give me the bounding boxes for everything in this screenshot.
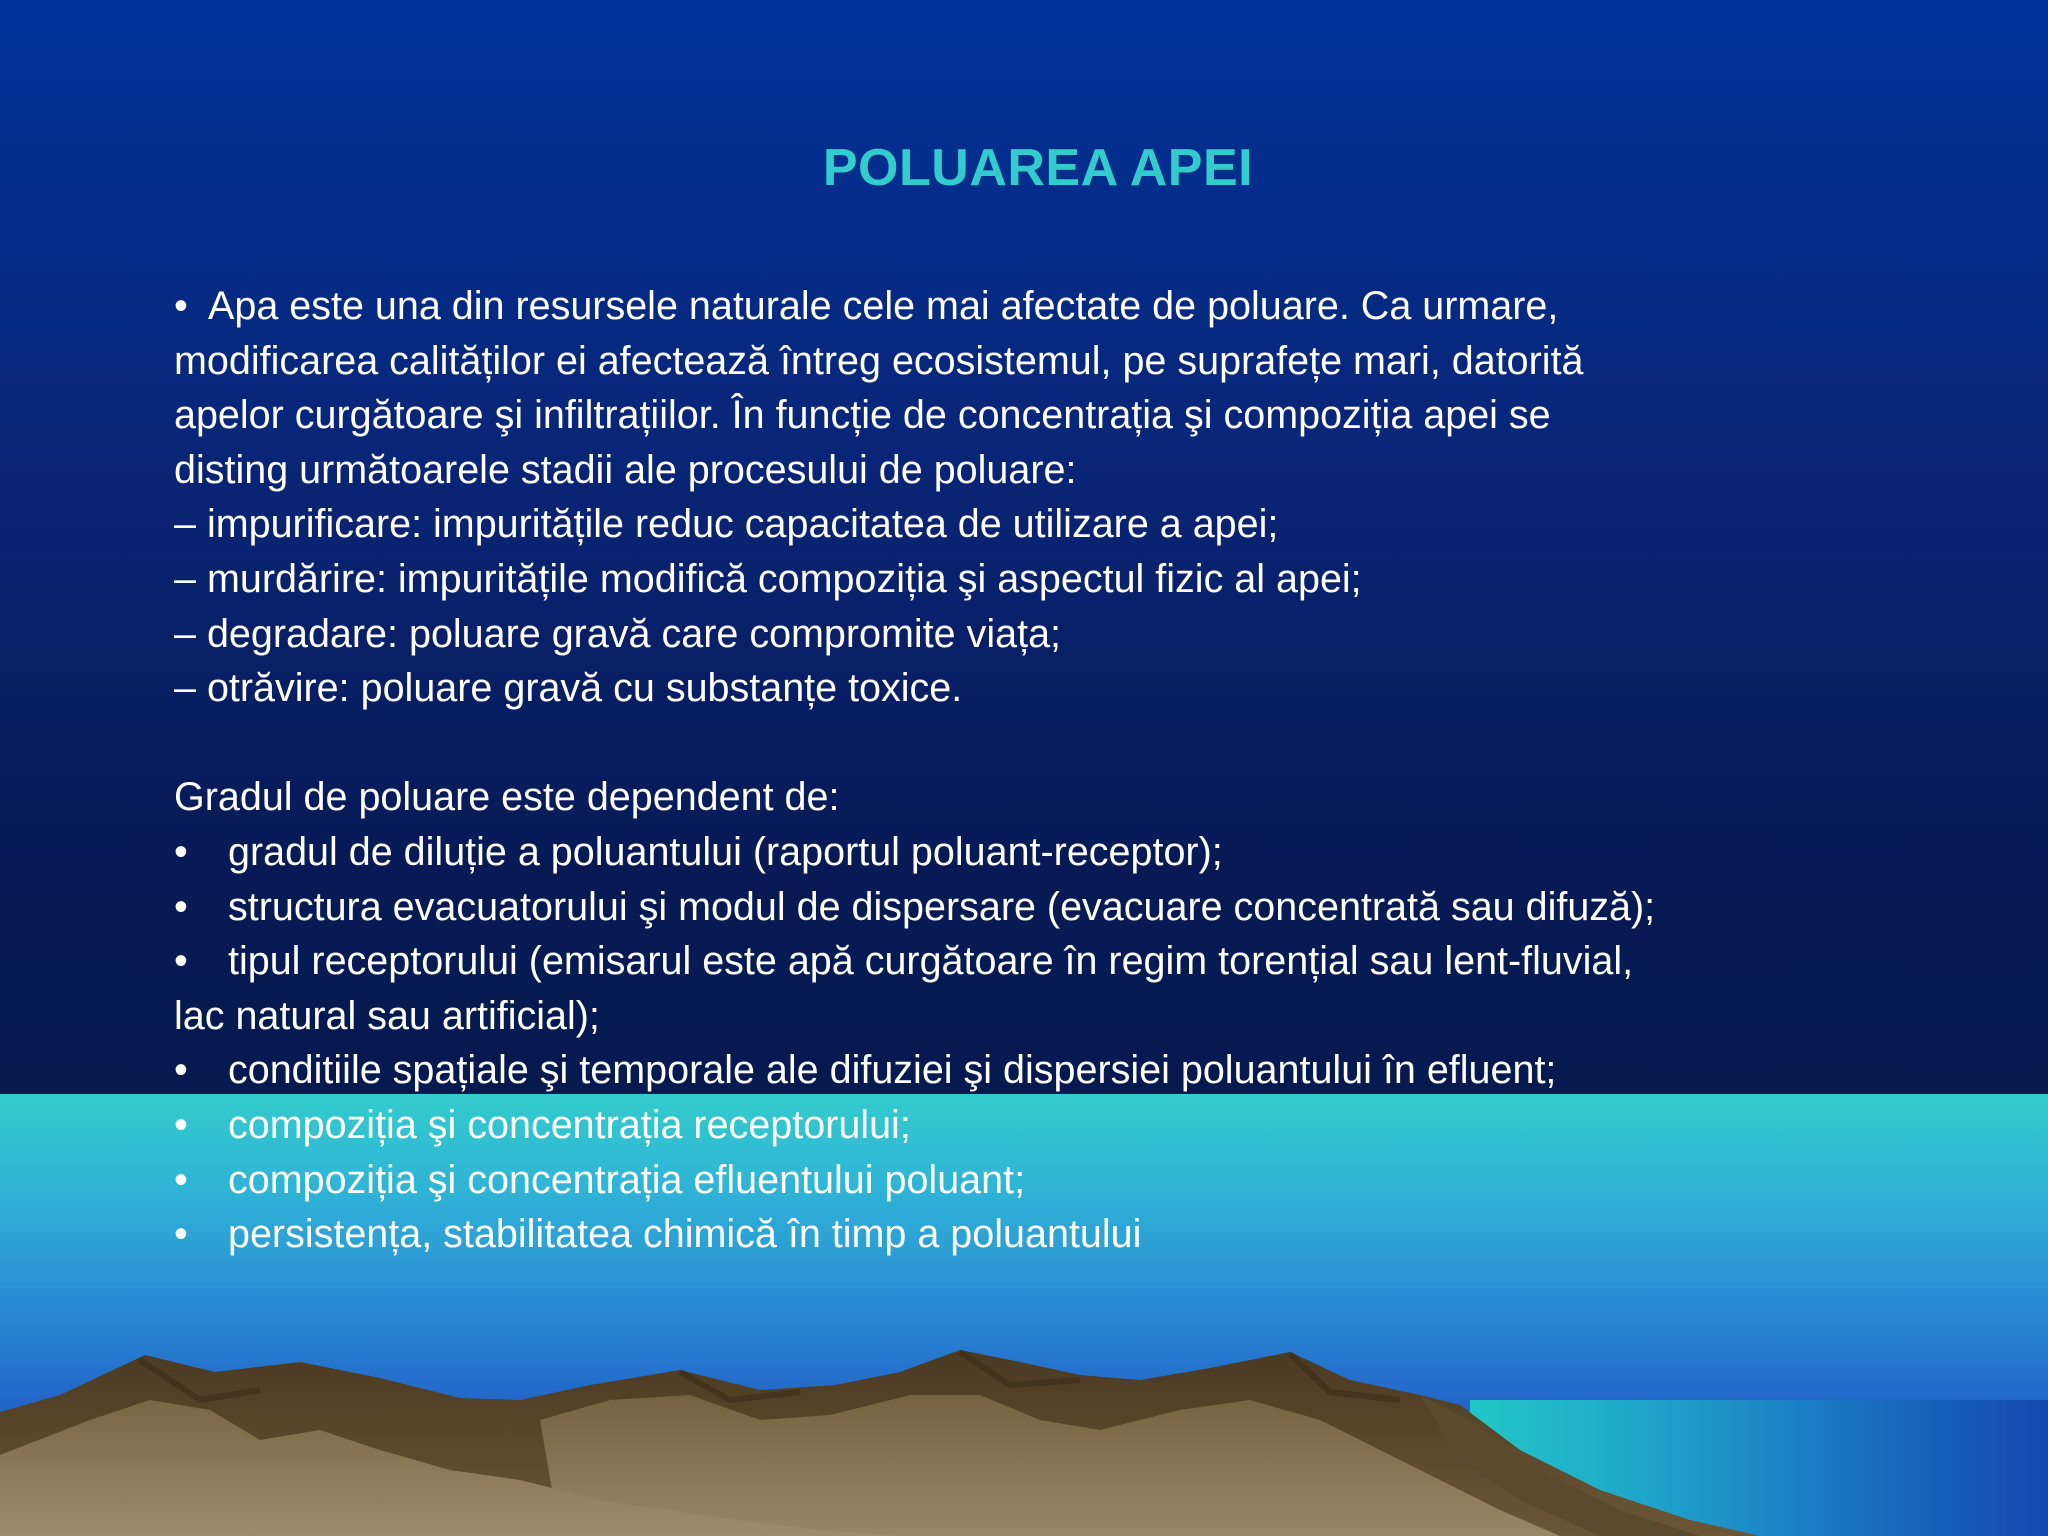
intro-line-4: disting următoarele stadii ale procesului de poluare: <box>174 447 1077 492</box>
bullet-icon: • <box>174 1048 188 1093</box>
stage-item: – degradare: poluare gravă care compromite viața; <box>174 611 1062 656</box>
slide-body <box>174 279 2004 1262</box>
factor-item: • compoziția şi concentrația efluentului poluant; <box>174 1153 2004 1208</box>
factor-item: • persistența, stabilitatea chimică în timp a poluantului <box>174 1207 2004 1262</box>
bullet-icon: • <box>174 1157 188 1202</box>
slide-title: POLUAREA APEI <box>822 139 1254 197</box>
factor-item: • gradul de diluție a poluantului (raportul poluant-receptor); <box>174 825 2004 880</box>
bullet-icon: • <box>174 939 188 984</box>
bullet-icon: • <box>174 829 188 874</box>
bullet-icon: • <box>174 284 188 328</box>
intro-line-2: modificarea calităților ei afectează întreg ecosistemul, pe suprafețe mari, datorită <box>174 338 1584 383</box>
bullet-icon: • <box>174 1102 188 1147</box>
factor-item: • conditiile spațiale şi temporale ale difuziei şi dispersiei poluantului în efluent; <box>174 1043 2004 1098</box>
spacer <box>174 716 2004 771</box>
stage-item: – impurificare: impuritățile reduc capacitatea de utilizare a apei; <box>174 502 1279 547</box>
bullet-icon: • <box>174 884 188 929</box>
factor-item: • structura evacuatorului şi modul de dispersare (evacuare concentrată sau difuză); <box>174 880 2004 935</box>
intro-line-3: apelor curgătoare şi infiltrațiilor. În funcție de concentrația şi compoziția apei se <box>174 393 1551 438</box>
stage-item: – otrăvire: poluare gravă cu substanțe toxice. <box>174 666 963 711</box>
intro-line-1: • Apa este una din resursele naturale cele mai afectate de poluare. Ca urmare, <box>174 279 2004 334</box>
bullet-icon: • <box>174 1212 188 1257</box>
factor-item-continuation: lac natural sau artificial); <box>174 993 600 1038</box>
factor-item: • compoziția şi concentrația receptorului; <box>174 1098 2004 1153</box>
stage-item: – murdărire: impuritățile modifică compoziția şi aspectul fizic al apei; <box>174 556 1362 601</box>
factors-heading: Gradul de poluare este dependent de: <box>174 775 840 820</box>
factor-item: • tipul receptorului (emisarul este apă curgătoare în regim torențial sau lent-fluvial, <box>174 934 2004 989</box>
